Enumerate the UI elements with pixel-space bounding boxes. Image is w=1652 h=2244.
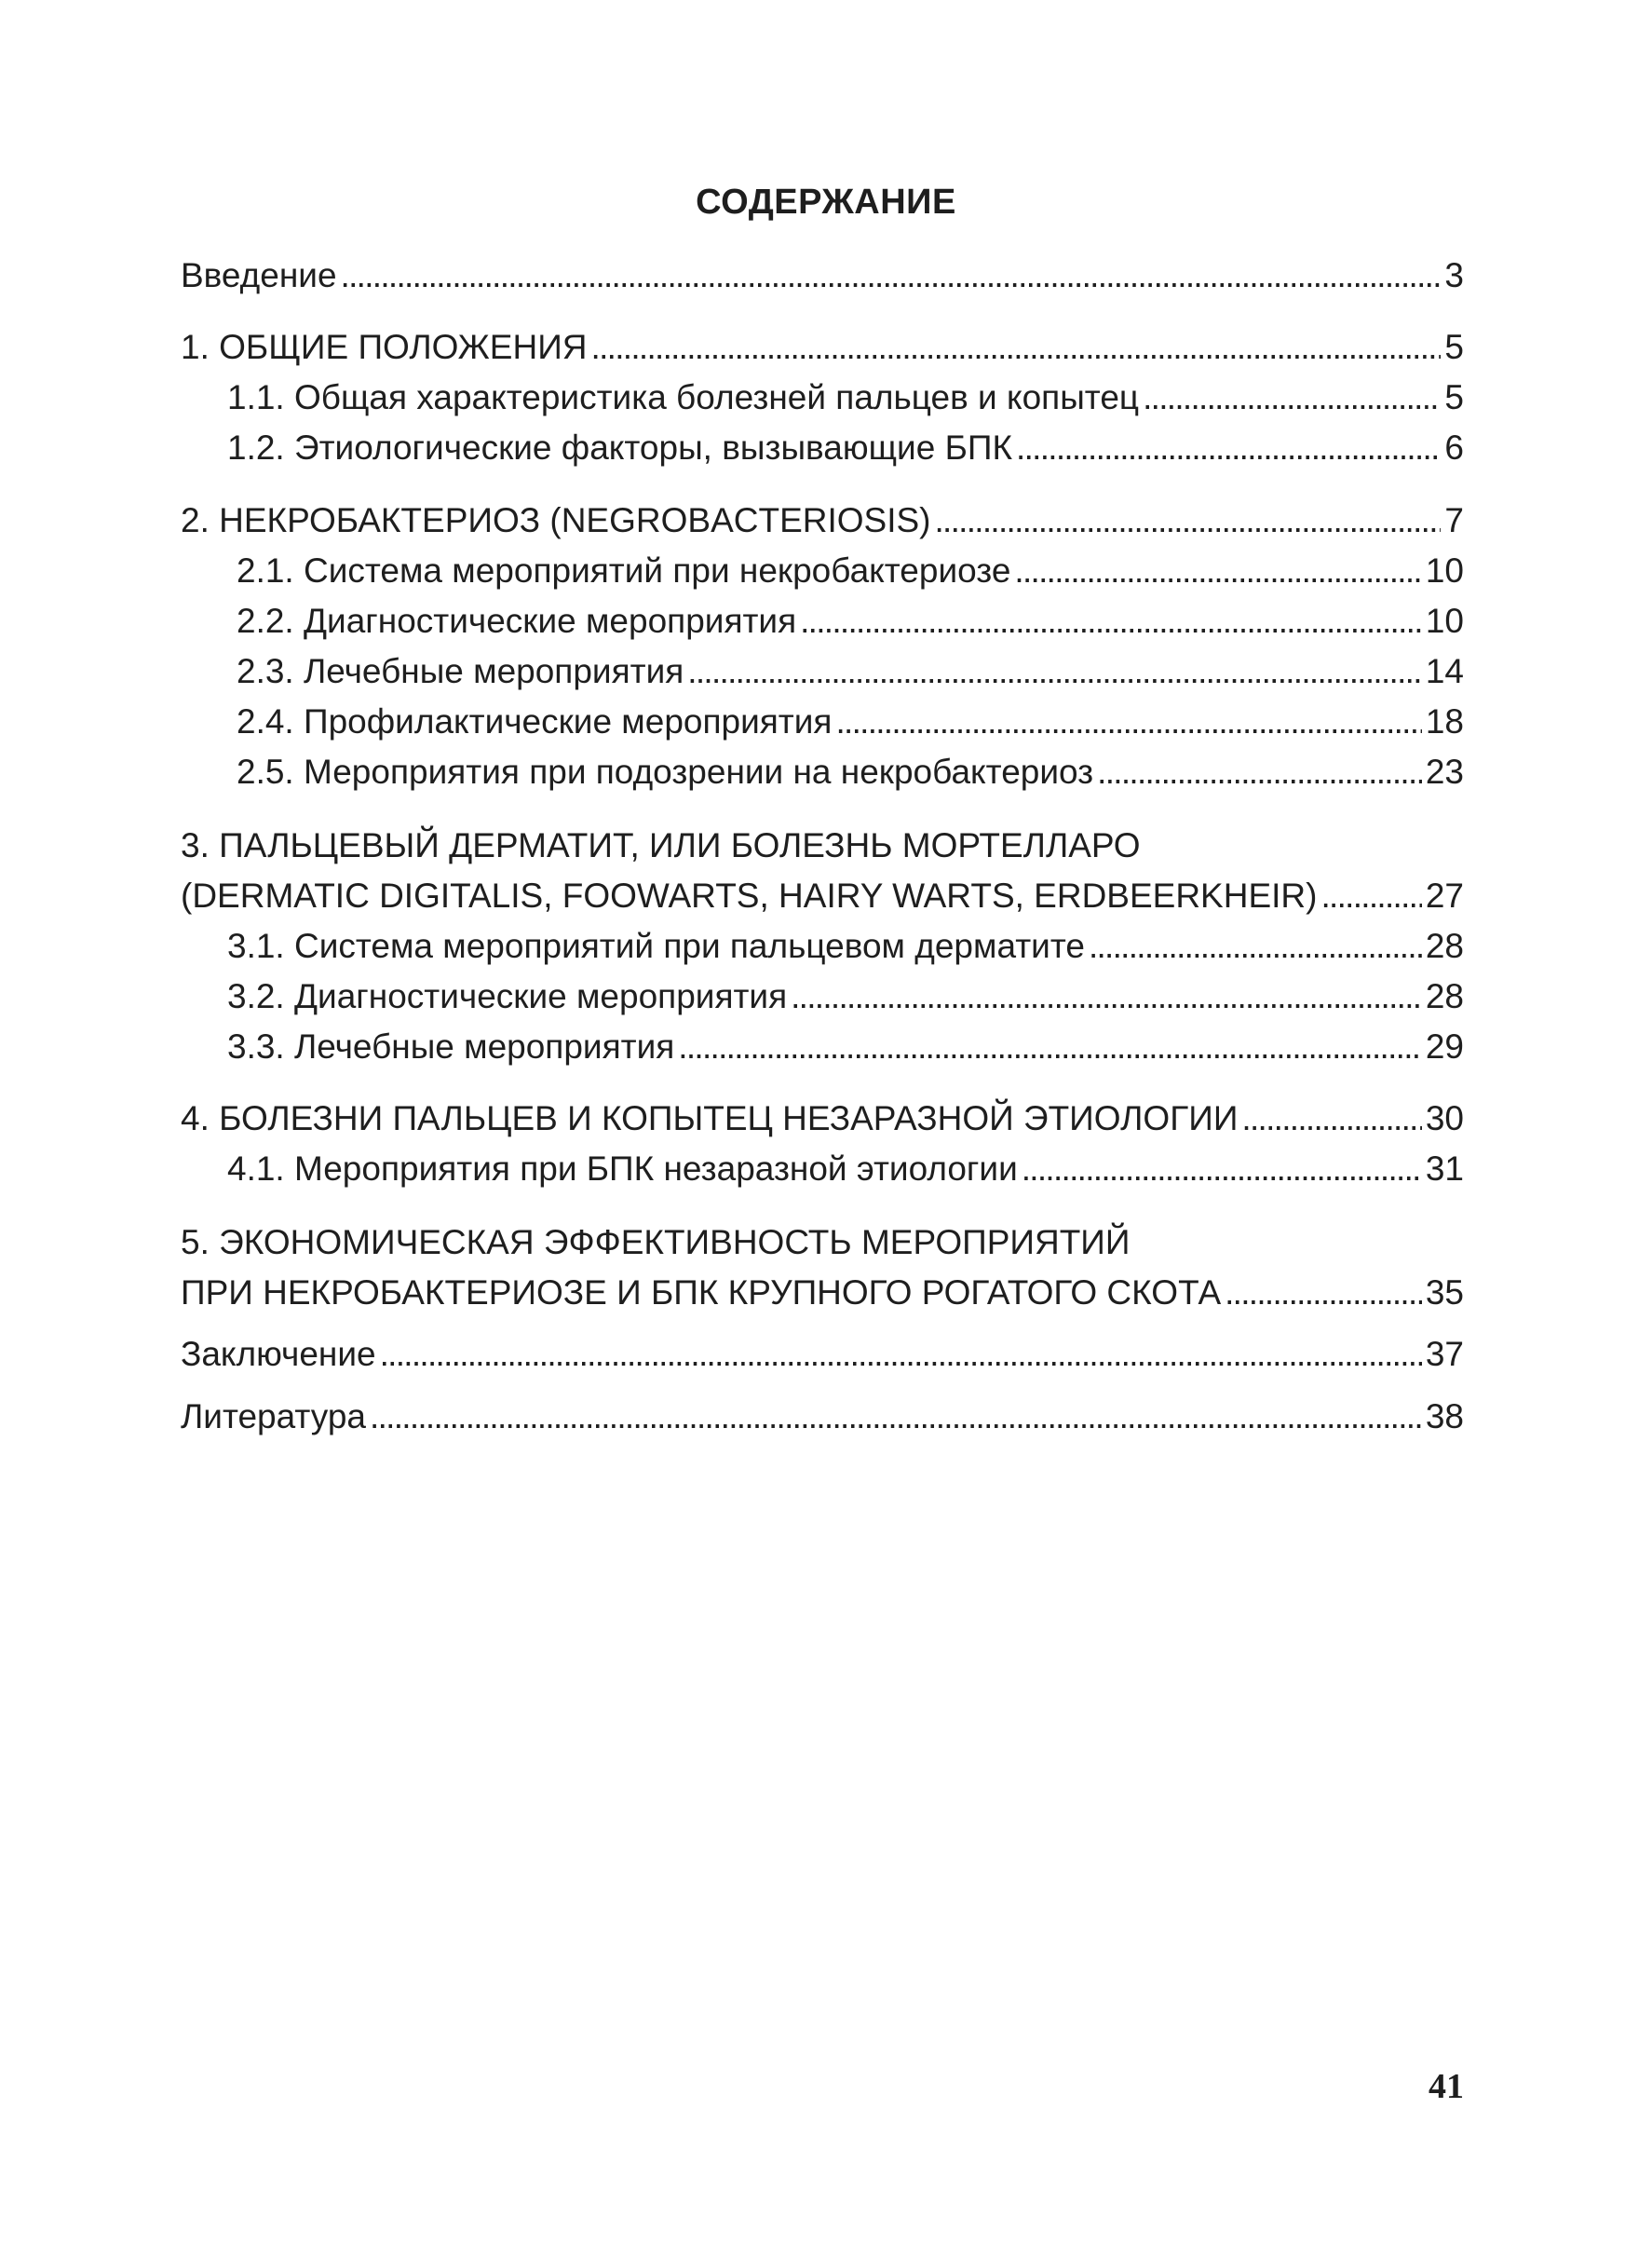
toc-entry-page: 5 — [1444, 328, 1464, 366]
toc-entry-page: 3 — [1444, 256, 1464, 294]
toc-entry-label: 4. БОЛЕЗНИ ПАЛЬЦЕВ И КОПЫТЕЦ НЕЗАРАЗНОЙ ЭТИОЛОГИИ — [181, 1099, 1239, 1137]
dot-leader — [1016, 427, 1441, 469]
toc-entry-label: 1.1. Общая характеристика болезней пальцев и копытец — [227, 378, 1140, 416]
toc-entry-page: 6 — [1444, 428, 1464, 467]
toc-entry-page: 35 — [1425, 1273, 1464, 1312]
toc-entry-section-1-1[interactable] — [181, 376, 1464, 419]
toc-entry-page: 29 — [1425, 1027, 1464, 1066]
toc-entry-label: Литература — [181, 1397, 367, 1435]
toc-entry-page: 28 — [1425, 977, 1464, 1015]
page-number: 41 — [1429, 2067, 1464, 2106]
toc-entry-section-2-2[interactable] — [181, 600, 1464, 643]
toc-entry-page: 37 — [1425, 1335, 1464, 1373]
dot-leader — [1143, 376, 1441, 419]
dot-leader — [1225, 1272, 1422, 1314]
toc-entry-page: 14 — [1425, 652, 1464, 690]
toc-entry-page: 31 — [1425, 1149, 1464, 1188]
toc-entry-page: 10 — [1425, 602, 1464, 640]
dot-leader — [1089, 925, 1422, 968]
toc-entry-label: 3.2. Диагностические мероприятия — [227, 977, 788, 1015]
toc-entry-section-3-3[interactable] — [181, 1026, 1464, 1068]
toc-entry-label: 2.4. Профилактические мероприятия — [237, 702, 833, 741]
toc-entry-label: 2. НЕКРОБАКТЕРИОЗ (NEGROBACTERIOSIS) — [181, 501, 931, 539]
toc-entry-label: 1. ОБЩИЕ ПОЛОЖЕНИЯ — [181, 328, 588, 366]
toc-entry-label: 4.1. Мероприятия при БПК незаразной этиологии — [227, 1149, 1018, 1188]
toc-entry-page: 5 — [1444, 378, 1464, 416]
dot-leader — [380, 1333, 1422, 1376]
toc-entry-introduction[interactable] — [181, 254, 1464, 297]
toc-entry-label: 2.1. Система мероприятий при некробактериозе — [237, 551, 1011, 590]
toc-entry-page: 10 — [1425, 551, 1464, 590]
dot-leader — [687, 650, 1422, 693]
toc-entry-section-2-4[interactable] — [181, 700, 1464, 743]
toc-entry-label: 3.3. Лечебные мероприятия — [227, 1027, 675, 1066]
toc-entry-page: 30 — [1425, 1099, 1464, 1137]
toc-entry-section-3-title-line[interactable]: 3. ПАЛЬЦЕВЫЙ ДЕРМАТИТ, ИЛИ БОЛЕЗНЬ МОРТЕЛЛАРО — [181, 826, 1141, 864]
dot-leader — [678, 1026, 1422, 1068]
toc-entry-section-2-5[interactable] — [181, 751, 1464, 794]
toc-entry-label: (DERMATIC DIGITALIS, FOOWARTS, HAIRY WARTS, ERDBEERKHEIR) — [181, 877, 1318, 915]
toc-entry-section-2-1[interactable] — [181, 550, 1464, 592]
toc-entry-page: 7 — [1444, 501, 1464, 539]
toc-entry-section-5[interactable] — [181, 1272, 1464, 1314]
toc-entry-page: 27 — [1425, 877, 1464, 915]
toc-entry-section-4-1[interactable] — [181, 1148, 1464, 1190]
toc-entry-section-4[interactable] — [181, 1097, 1464, 1140]
dot-leader — [1241, 1097, 1421, 1140]
toc-entry-label: 2.3. Лечебные мероприятия — [237, 652, 684, 690]
toc-entry-label: 1.2. Этиологические факторы, вызывающие БПК — [227, 428, 1013, 467]
toc-entry-page: 28 — [1425, 927, 1464, 965]
toc-entry-section-3[interactable] — [181, 875, 1464, 918]
toc-entry-page: 38 — [1425, 1397, 1464, 1435]
toc-entry-section-2[interactable] — [181, 499, 1464, 542]
toc-entry-conclusion[interactable] — [181, 1333, 1464, 1376]
toc-entry-label: ПРИ НЕКРОБАКТЕРИОЗЕ И БПК КРУПНОГО РОГАТОГО СКОТА — [181, 1273, 1222, 1312]
dot-leader — [1014, 550, 1421, 592]
toc-entry-label: 2.2. Диагностические мероприятия — [237, 602, 797, 640]
toc-entry-label: 2.5. Мероприятия при подозрении на некробактериоз — [237, 753, 1094, 791]
toc-entry-page: 23 — [1425, 753, 1464, 791]
toc-entry-section-5-title-line[interactable]: 5. ЭКОНОМИЧЕСКАЯ ЭФФЕКТИВНОСТЬ МЕРОПРИЯТИЙ — [181, 1223, 1131, 1261]
dot-leader — [1022, 1148, 1422, 1190]
dot-leader — [341, 254, 1442, 297]
dot-leader — [800, 600, 1422, 643]
dot-leader — [370, 1395, 1422, 1438]
dot-leader — [935, 499, 1442, 542]
toc-entry-section-1[interactable] — [181, 326, 1464, 369]
toc-entry-section-3-1[interactable] — [181, 925, 1464, 968]
dot-leader — [835, 700, 1421, 743]
dot-leader — [791, 975, 1422, 1018]
toc-entry-section-3-2[interactable] — [181, 975, 1464, 1018]
toc-entry-label: Введение — [181, 256, 337, 294]
toc-entry-section-2-3[interactable] — [181, 650, 1464, 693]
dot-leader — [1097, 751, 1422, 794]
toc-entry-section-1-2[interactable] — [181, 427, 1464, 469]
toc-entry-references[interactable] — [181, 1395, 1464, 1438]
toc-entry-label: Заключение — [181, 1335, 376, 1373]
toc-entry-label: 3.1. Система мероприятий при пальцевом дерматите — [227, 927, 1085, 965]
toc-entry-page: 18 — [1425, 702, 1464, 741]
dot-leader — [1320, 875, 1421, 918]
dot-leader — [591, 326, 1442, 369]
page-title: СОДЕРЖАНИЕ — [696, 183, 956, 222]
